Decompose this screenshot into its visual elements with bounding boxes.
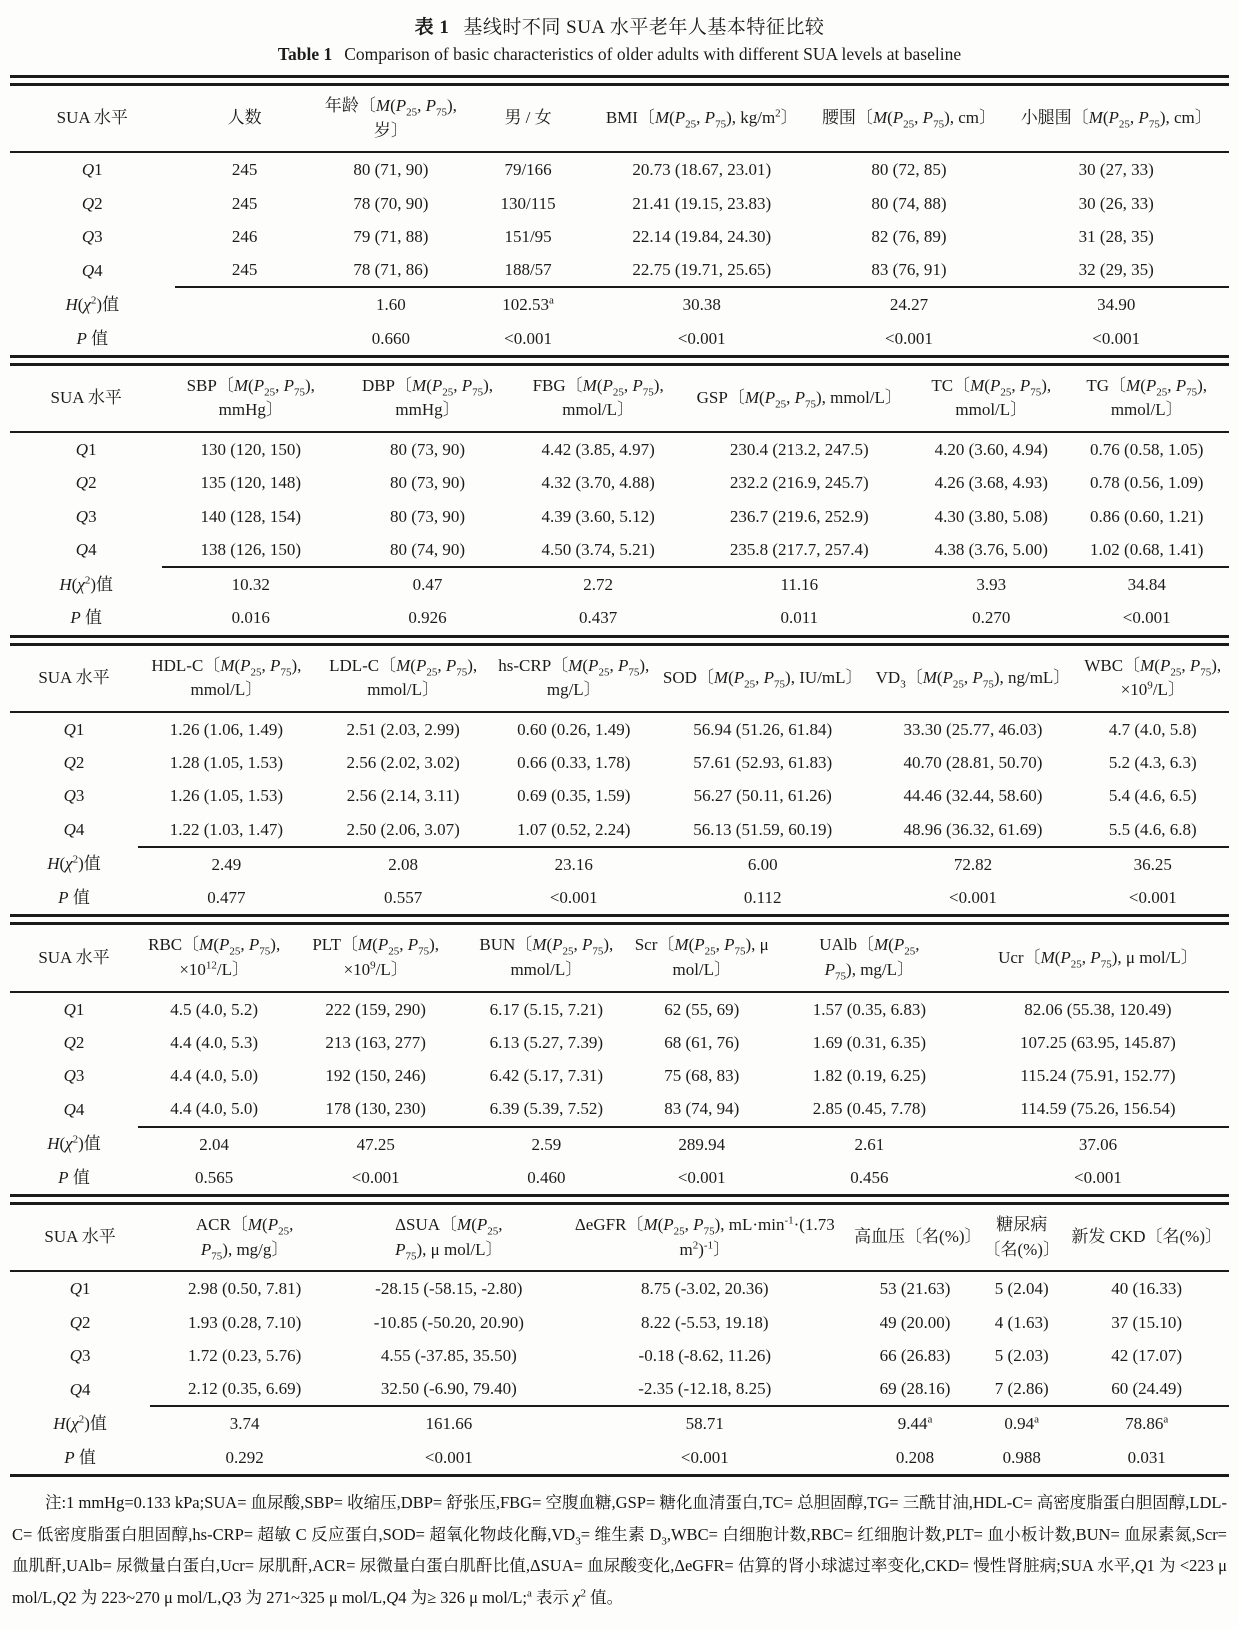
column-header: 新发 CKD〔名(%)〕	[1064, 1205, 1229, 1271]
table-cell: 114.59 (75.26, 156.54)	[1020, 1099, 1176, 1119]
table-cell: 0.031	[1127, 1447, 1166, 1467]
table-cell: 49 (20.00)	[879, 1312, 951, 1332]
row-label: Q2	[69, 1312, 91, 1332]
table-cell: 1.60	[315, 287, 467, 321]
column-header: BMI〔$M(P_{25}$, $P_{75}$), $kg/m^2$〕	[589, 86, 815, 152]
column-header: BUN〔$M(P_{25}$, $P_{75}$), mmol/L〕	[461, 925, 632, 991]
table-cell: 62 (55, 69)	[664, 999, 740, 1019]
row-label: Q1	[63, 999, 85, 1019]
table-cell: 0.76 (0.58, 1.05)	[1090, 440, 1204, 460]
table-cell: 83 (74, 94)	[664, 1099, 740, 1119]
table-cell: 2.12 (0.35, 6.69)	[187, 1379, 302, 1399]
stat-row-h	[10, 847, 1229, 881]
table-cell: 56.27 (50.11, 61.26)	[693, 786, 832, 806]
stat-row-p	[10, 1441, 1229, 1474]
table-cell: 79/166	[504, 160, 552, 180]
header-row	[10, 1205, 1229, 1271]
table-cell: 80 (74, 88)	[871, 193, 947, 213]
table-cell: 4.30 (3.80, 5.08)	[934, 506, 1048, 526]
table-cell: 60 (24.49)	[1111, 1379, 1183, 1399]
row-label: P 值	[64, 1447, 96, 1467]
table-cell: 83 (76, 91)	[871, 260, 947, 280]
header-row	[10, 925, 1229, 991]
row-label: $H(\chi^2)$值	[65, 294, 120, 314]
table-cell: 4 (1.63)	[994, 1312, 1049, 1332]
table-cell: 6.13 (5.27, 7.39)	[489, 1032, 603, 1052]
row-label: Q4	[75, 540, 97, 560]
table-cell: 107.25 (63.95, 145.87)	[1020, 1032, 1176, 1052]
table-cell: 40.70 (28.81, 50.70)	[903, 753, 1043, 773]
table-cell: 80 (73, 90)	[389, 440, 466, 460]
table-cell: -28.15 (-58.15, -2.80)	[375, 1279, 523, 1299]
table-cell: 1.26 (1.06, 1.49)	[169, 719, 284, 739]
table-cell: 235.8 (217.7, 257.4)	[729, 539, 869, 559]
table-cell	[175, 287, 315, 321]
stat-row-h	[10, 287, 1229, 321]
data-row	[10, 1306, 1229, 1339]
row-label: Q2	[63, 1032, 85, 1052]
table-cell: 30.38	[589, 287, 815, 321]
table-cell: <0.001	[1128, 888, 1177, 908]
table-cell: 24.27	[815, 287, 1004, 321]
table-cell: 32.50 (-6.90, 79.40)	[380, 1379, 517, 1399]
row-label: Q4	[69, 1379, 91, 1399]
table-cell: 1.28 (1.05, 1.53)	[169, 753, 284, 773]
table-cell: 0.292	[225, 1447, 264, 1467]
table-cell: 30 (26, 33)	[1078, 193, 1154, 213]
table-cell: 82 (76, 89)	[871, 226, 947, 246]
table-cell: <0.001	[949, 888, 997, 908]
table-cell: 40 (16.33)	[1111, 1279, 1183, 1299]
table-cell: 7 (2.86)	[994, 1379, 1049, 1399]
table-cell: 9.44$^a$	[851, 1406, 979, 1440]
table-cell: 138 (126, 150)	[200, 539, 302, 559]
table-cell: 245	[231, 193, 258, 213]
table-cell: 4.55 (-37.85, 35.50)	[380, 1345, 517, 1365]
table-cell: 82.06 (55.38, 120.49)	[1024, 999, 1172, 1019]
table-cell: 4.5 (4.0, 5.2)	[170, 999, 259, 1019]
table-cell: 178 (130, 230)	[325, 1099, 426, 1119]
header-row	[10, 646, 1229, 712]
data-row	[10, 1092, 1229, 1126]
table-cell: 80 (71, 90)	[353, 160, 429, 180]
column-header: 小腿围〔$M(P_{25}$, $P_{75}$), cm〕	[1003, 86, 1229, 152]
column-header: GSP〔$M(P_{25}$, $P_{75}$), mmol/L〕	[680, 366, 918, 432]
data-row	[10, 1271, 1229, 1305]
table-cell: 78 (71, 86)	[353, 260, 429, 280]
table-cell: 140 (128, 154)	[200, 506, 302, 526]
row-label: P 值	[76, 328, 109, 348]
table-cell: 6.17 (5.15, 7.21)	[489, 999, 603, 1019]
section-table-3	[10, 646, 1229, 915]
table-cell: 8.22 (-5.53, 19.18)	[641, 1312, 769, 1332]
column-header: 高血压〔名(%)〕	[851, 1205, 979, 1271]
table-cell: <0.001	[504, 328, 552, 348]
table-cell: 37 (15.10)	[1111, 1312, 1183, 1332]
row-label: Q1	[63, 719, 85, 739]
table-footnote: 注:1 mmHg=0.133 kPa;SUA= 血尿酸,SBP= 收缩压,DBP= 舒张压,FBG= 空腹血糖,GSP= 糖化血清蛋白,TC= 总胆固醇,TG= 三酰甘油,HDL-C= 高密度脂蛋白胆固醇,LDL-C= 低密度脂蛋白胆固醇,hs-CRP= 超敏 C 反应蛋白,SOD= 超氧化物歧化酶$,VD_3=$ 维生素 $D_3,WBC=$ 白细胞计数,RBC= 红细胞计数,PLT= 血小板计数,BUN= 血尿素氮,Scr= 血肌酐,UAlb= 尿微量白蛋白,Ucr= 尿肌酐,ACR= 尿微量白蛋白肌酐比值,ΔSUA= 血尿酸变化,ΔeGFR= 估算的肾小球滤过率变化,CKD= 慢性肾脏病;SUA 水平,Q1 为 <223 μ mol/L,Q2 为 223~270 μ mol/L,Q3 为 271~325 μ mol/L,Q4 为≥ 326 μ mol/L;$^a$ 表示 $\chi^2$ 值。	[12, 1492, 1228, 1607]
table-cell: 5 (2.04)	[994, 1279, 1049, 1299]
column-header: 年龄〔$M(P_{25}$, $P_{75}$), 岁〕	[315, 86, 467, 152]
table-cell: 151/95	[504, 226, 552, 246]
column-header: SUA 水平	[10, 646, 138, 712]
table-cell: 72.82	[869, 847, 1076, 881]
table-cell: 44.46 (32.44, 58.60)	[903, 786, 1043, 806]
column-header: ΔSUA〔$M(P_{25}$, $P_{75}$), μ mol/L〕	[339, 1205, 558, 1271]
column-header: Ucr〔$M(P_{25}$, $P_{75}$), μ mol/L〕	[967, 925, 1229, 991]
table-cell: 53 (21.63)	[879, 1279, 951, 1299]
table-cell: 2.08	[315, 847, 492, 881]
row-label: Q2	[63, 753, 85, 773]
column-header: RBC〔$M(P_{25}$, $P_{75}$), $\times 10^{12}/L$〕	[138, 925, 290, 991]
table-cell: 0.011	[780, 608, 819, 628]
column-header: 腰围〔$M(P_{25}$, $P_{75}$), cm〕	[815, 86, 1004, 152]
table-cell: 3.74	[150, 1406, 339, 1440]
data-row	[10, 992, 1229, 1026]
table-cell: 80 (73, 90)	[389, 473, 466, 493]
column-header: DBP〔$M(P_{25}$, $P_{75}$), mmHg〕	[339, 366, 516, 432]
stat-row-h	[10, 567, 1229, 601]
table-cell: 0.112	[743, 888, 782, 908]
data-row	[10, 1372, 1229, 1406]
table-cell: 0.208	[895, 1447, 935, 1467]
table-cell: <0.001	[351, 1167, 400, 1187]
table-cell: <0.001	[885, 328, 933, 348]
table-cell: 102.53$^a$	[467, 287, 589, 321]
data-row	[10, 253, 1229, 287]
data-row	[10, 813, 1229, 847]
table-cell: 0.78 (0.56, 1.09)	[1090, 473, 1204, 493]
table-cell: <0.001	[1092, 328, 1141, 348]
table-cell: 5.4 (4.6, 6.5)	[1108, 786, 1197, 806]
table-cell: 37.06	[967, 1127, 1229, 1161]
table-title-en-text: Comparison of basic characteristics of older adults with different SUA levels at baseline	[344, 44, 962, 64]
section-table-2	[10, 366, 1229, 635]
table-cell: 2.51 (2.03, 2.99)	[346, 719, 460, 739]
table-cell: 245	[231, 160, 258, 180]
table-cell: 130 (120, 150)	[200, 440, 302, 460]
row-label: $H(\chi^2)$值	[59, 573, 113, 594]
data-row	[10, 500, 1229, 533]
table-cell: 79 (71, 88)	[353, 226, 429, 246]
table-cell: 4.26 (3.68, 4.93)	[934, 473, 1048, 493]
table-cell: 80 (73, 90)	[389, 506, 466, 526]
table-cell: 30 (27, 33)	[1078, 160, 1154, 180]
table-cell: 2.98 (0.50, 7.81)	[187, 1279, 302, 1299]
table-cell: 3.93	[918, 567, 1064, 601]
table-cell: 1.93 (0.28, 7.10)	[187, 1312, 302, 1332]
column-header: SBP〔$M(P_{25}$, $P_{75}$), mmHg〕	[162, 366, 339, 432]
table-cell: 4.50 (3.74, 5.21)	[541, 539, 655, 559]
column-header: PLT〔$M(P_{25}$, $P_{75}$), $\times 10^9/L$〕	[290, 925, 461, 991]
table-cell: 5.2 (4.3, 6.3)	[1108, 753, 1197, 773]
table-cell: 80 (74, 90)	[389, 539, 466, 559]
column-header: 男 / 女	[467, 86, 589, 152]
table-cell: <0.001	[549, 888, 598, 908]
table-cell: 47.25	[290, 1127, 461, 1161]
table-cell: 0.565	[195, 1167, 234, 1187]
table-cell: 57.61 (52.93, 61.83)	[693, 753, 833, 773]
table-cell: 56.13 (51.59, 60.19)	[693, 819, 833, 839]
stat-row-p	[10, 1161, 1229, 1194]
table-cell: 192 (150, 246)	[325, 1066, 426, 1086]
section-divider	[10, 914, 1229, 925]
table-cell: 20.73 (18.67, 23.01)	[632, 160, 772, 180]
table-cell: 4.32 (3.70, 4.88)	[541, 473, 655, 493]
column-header: 人数	[175, 86, 315, 152]
table-cell: 58.71	[559, 1406, 852, 1440]
table-cell: 245	[231, 260, 258, 280]
row-label: Q3	[69, 1345, 91, 1365]
table-cell: 31 (28, 35)	[1078, 226, 1154, 246]
column-header: SOD〔$M(P_{25}$, $P_{75}$), IU/mL〕	[656, 646, 869, 712]
table-cell: 11.16	[680, 567, 918, 601]
row-label: Q4	[63, 820, 85, 840]
table-cell: <0.001	[677, 1167, 726, 1187]
data-row	[10, 187, 1229, 220]
table-cell: 0.456	[850, 1167, 889, 1187]
row-label: Q4	[81, 260, 103, 280]
table-cell: 1.02 (0.68, 1.41)	[1090, 539, 1204, 559]
table-cell: 1.69 (0.31, 6.35)	[812, 1032, 927, 1052]
table-top-rule	[10, 75, 1229, 86]
table-cell: 22.14 (19.84, 24.30)	[632, 226, 772, 246]
table-cell: 1.07 (0.52, 2.24)	[517, 819, 631, 839]
column-header: $VD_3$〔$M(P_{25}$, $P_{75}$), ng/mL〕	[869, 646, 1076, 712]
stat-row-p	[10, 322, 1229, 355]
table-cell: 4.7 (4.0, 5.8)	[1108, 719, 1197, 739]
table-cell: 4.4 (4.0, 5.0)	[170, 1066, 259, 1086]
table-cell: 0.477	[207, 888, 246, 908]
table-cell: 1.57 (0.35, 6.83)	[812, 999, 927, 1019]
table-cell: 6.39 (5.39, 7.52)	[489, 1099, 603, 1119]
table-cell: 5 (2.03)	[994, 1345, 1049, 1365]
table-cell: 21.41 (19.15, 23.83)	[632, 193, 772, 213]
row-label: Q4	[63, 1099, 85, 1119]
table-cell	[175, 322, 315, 355]
table-cell: 0.86 (0.60, 1.21)	[1090, 506, 1204, 526]
table-cell: -10.85 (-50.20, 20.90)	[373, 1312, 524, 1332]
table-cell: 161.66	[339, 1406, 558, 1440]
table-cell: 0.270	[972, 608, 1011, 628]
table-cell: 188/57	[504, 260, 552, 280]
table-cell: 2.56 (2.14, 3.11)	[346, 786, 460, 806]
table-cell: 2.61	[772, 1127, 967, 1161]
row-label: Q1	[81, 160, 103, 180]
row-label: Q3	[75, 506, 97, 526]
column-header: SUA 水平	[10, 1205, 150, 1271]
table-cell: 230.4 (213.2, 247.5)	[729, 440, 869, 460]
table-title-zh	[10, 6, 1229, 41]
table-cell: 2.56 (2.02, 3.02)	[346, 753, 460, 773]
column-header: 糖尿病〔名(%)〕	[979, 1205, 1064, 1271]
table-cell: -0.18 (-8.62, 11.26)	[638, 1345, 772, 1365]
table-cell: 135 (120, 148)	[200, 473, 302, 493]
column-header: HDL-C〔$M(P_{25}$, $P_{75}$), mmol/L〕	[138, 646, 315, 712]
column-header: TC〔$M(P_{25}$, $P_{75}$), mmol/L〕	[918, 366, 1064, 432]
table-cell: 2.04	[138, 1127, 290, 1161]
table-title-en	[10, 41, 1229, 75]
column-header: SUA 水平	[10, 86, 175, 152]
stat-row-p	[10, 881, 1229, 914]
table-cell: 0.47	[339, 567, 516, 601]
table-cell: <0.001	[1122, 608, 1171, 628]
header-row	[10, 366, 1229, 432]
row-label: P 值	[58, 888, 90, 908]
table-cell: 0.66 (0.33, 1.78)	[517, 753, 631, 773]
table-cell: 34.90	[1003, 287, 1229, 321]
table-cell: <0.001	[677, 328, 726, 348]
row-label: Q1	[69, 1279, 91, 1299]
row-label: Q2	[75, 473, 97, 493]
table-cell: 4.4 (4.0, 5.0)	[170, 1099, 259, 1119]
column-header: WBC〔$M(P_{25}$, $P_{75}$), $\times 10^9/L$〕	[1077, 646, 1229, 712]
data-row	[10, 432, 1229, 466]
table-cell: 56.94 (51.26, 61.84)	[693, 719, 833, 739]
data-row	[10, 1339, 1229, 1372]
table-cell: 78.86$^a$	[1064, 1406, 1229, 1440]
data-row	[10, 533, 1229, 567]
column-header: SUA 水平	[10, 366, 162, 432]
data-row	[10, 712, 1229, 746]
stat-row-h	[10, 1127, 1229, 1161]
section-table-5	[10, 1205, 1229, 1474]
table-cell: <0.001	[680, 1447, 729, 1467]
table-cell: 4.42 (3.85, 4.97)	[541, 440, 655, 460]
table-cell: 0.437	[579, 608, 618, 628]
table-cell: 42 (17.07)	[1111, 1345, 1183, 1365]
table-cell: 130/115	[500, 193, 556, 213]
table-title-zh-label: 表 1	[414, 17, 450, 38]
table-cell: 23.16	[491, 847, 656, 881]
row-label: Q1	[75, 440, 97, 460]
section-divider	[10, 1194, 1229, 1205]
table-cell: 0.016	[231, 608, 270, 628]
table-cell: 289.94	[632, 1127, 772, 1161]
table-cell: 2.59	[461, 1127, 632, 1161]
table-cell: 246	[231, 226, 258, 246]
table-cell: 222 (159, 290)	[325, 999, 426, 1019]
row-label: Q3	[63, 786, 85, 806]
table-cell: 6.00	[656, 847, 869, 881]
header-row	[10, 86, 1229, 152]
table-cell: 115.24 (75.91, 152.77)	[1020, 1066, 1176, 1086]
table-cell: 2.85 (0.45, 7.78)	[812, 1099, 927, 1119]
row-label: Q3	[63, 1066, 85, 1086]
table-cell: -2.35 (-12.18, 8.25)	[638, 1379, 772, 1399]
table-cell: 4.39 (3.60, 5.12)	[541, 506, 655, 526]
table-cell: 48.96 (36.32, 61.69)	[903, 819, 1043, 839]
column-header: UAlb〔$M(P_{25}$, $P_{75}$), mg/L〕	[772, 925, 967, 991]
table-cell: 4.38 (3.76, 5.00)	[934, 539, 1048, 559]
table-cell: 0.660	[371, 328, 411, 348]
table-cell: 0.926	[408, 608, 447, 628]
table-cell: 0.557	[383, 888, 423, 908]
table-title-en-label: Table 1	[277, 44, 333, 64]
table-cell: 2.49	[138, 847, 315, 881]
table-cell: <0.001	[424, 1447, 473, 1467]
row-label: Q2	[81, 193, 103, 213]
table-cell: 1.22 (1.03, 1.47)	[169, 819, 284, 839]
stat-row-p	[10, 601, 1229, 634]
table-cell: 5.5 (4.6, 6.8)	[1108, 819, 1197, 839]
table-cell: 78 (70, 90)	[353, 193, 429, 213]
row-label: P 值	[58, 1167, 90, 1187]
data-row	[10, 152, 1229, 186]
table-title-zh-text: 基线时不同 SUA 水平老年人基本特征比较	[463, 17, 825, 38]
table-cell: 66 (26.83)	[879, 1345, 951, 1365]
table-cell: 0.460	[527, 1167, 566, 1187]
table-cell: 0.988	[1002, 1447, 1041, 1467]
row-label: P 值	[70, 608, 102, 628]
data-row	[10, 1059, 1229, 1092]
table-cell: 68 (61, 76)	[664, 1032, 740, 1052]
table-cell: 75 (68, 83)	[664, 1066, 740, 1086]
table-cell: 69 (28.16)	[879, 1379, 951, 1399]
table-cell: 232.2 (216.9, 245.7)	[729, 473, 869, 493]
table-cell: 22.75 (19.71, 25.65)	[632, 260, 772, 280]
table-cell: 80 (72, 85)	[871, 160, 947, 180]
data-row	[10, 779, 1229, 812]
data-row	[10, 746, 1229, 779]
table-cell: 1.26 (1.05, 1.53)	[169, 786, 284, 806]
column-header: TG〔$M(P_{25}$, $P_{75}$), mmol/L〕	[1064, 366, 1229, 432]
column-header: FBG〔$M(P_{25}$, $P_{75}$), mmol/L〕	[516, 366, 681, 432]
table-cell: <0.001	[1074, 1167, 1122, 1187]
table-body-root	[10, 86, 1229, 1474]
row-label: $H(\chi^2)$值	[53, 1413, 107, 1433]
table-cell: 2.72	[516, 567, 681, 601]
column-header: ACR〔$M(P_{25}$, $P_{75}$), mg/g〕	[150, 1205, 339, 1271]
table-cell: 34.84	[1064, 567, 1229, 601]
table-cell: 36.25	[1077, 847, 1229, 881]
data-row	[10, 220, 1229, 253]
table-cell: 1.82 (0.19, 6.25)	[812, 1066, 927, 1086]
column-header: LDL-C〔$M(P_{25}$, $P_{75}$), mmol/L〕	[315, 646, 492, 712]
table-cell: 6.42 (5.17, 7.31)	[489, 1066, 603, 1086]
table-cell: 33.30 (25.77, 46.03)	[903, 719, 1043, 739]
table-cell: 8.75 (-3.02, 20.36)	[641, 1279, 769, 1299]
section-divider	[10, 355, 1229, 366]
row-label: Q3	[81, 226, 103, 246]
table-cell: 10.32	[162, 567, 339, 601]
table-cell: 4.4 (4.0, 5.3)	[170, 1032, 259, 1052]
stat-row-h	[10, 1406, 1229, 1440]
section-table-4	[10, 925, 1229, 1194]
table-cell: 4.20 (3.60, 4.94)	[934, 440, 1048, 460]
row-label: $H(\chi^2)$值	[47, 853, 101, 874]
table-cell: 0.94$^a$	[979, 1406, 1064, 1440]
column-header: hs-CRP〔$M(P_{25}$, $P_{75}$), mg/L〕	[491, 646, 656, 712]
column-header: SUA 水平	[10, 925, 138, 991]
column-header: Scr〔$M(P_{25}$, $P_{75}$), μ mol/L〕	[632, 925, 772, 991]
section-divider	[10, 635, 1229, 646]
table-cell: 0.60 (0.26, 1.49)	[517, 719, 631, 739]
section-table-1	[10, 86, 1229, 355]
table-cell: 0.69 (0.35, 1.59)	[517, 786, 631, 806]
table-cell: 236.7 (219.6, 252.9)	[729, 506, 869, 526]
data-row	[10, 1026, 1229, 1059]
data-row	[10, 466, 1229, 499]
row-label: $H(\chi^2)$值	[47, 1133, 101, 1154]
table-cell: 32 (29, 35)	[1078, 260, 1154, 280]
table-cell: 1.72 (0.23, 5.76)	[187, 1345, 302, 1365]
table-cell: 2.50 (2.06, 3.07)	[346, 819, 460, 839]
column-header: ΔeGFR〔$M(P_{25}$, $P_{75}$), $mL\cdot\min^{-1}\cdot(1.73$ $m^2)^{-1}$〕	[559, 1205, 852, 1271]
table-cell: 213 (163, 277)	[325, 1032, 426, 1052]
